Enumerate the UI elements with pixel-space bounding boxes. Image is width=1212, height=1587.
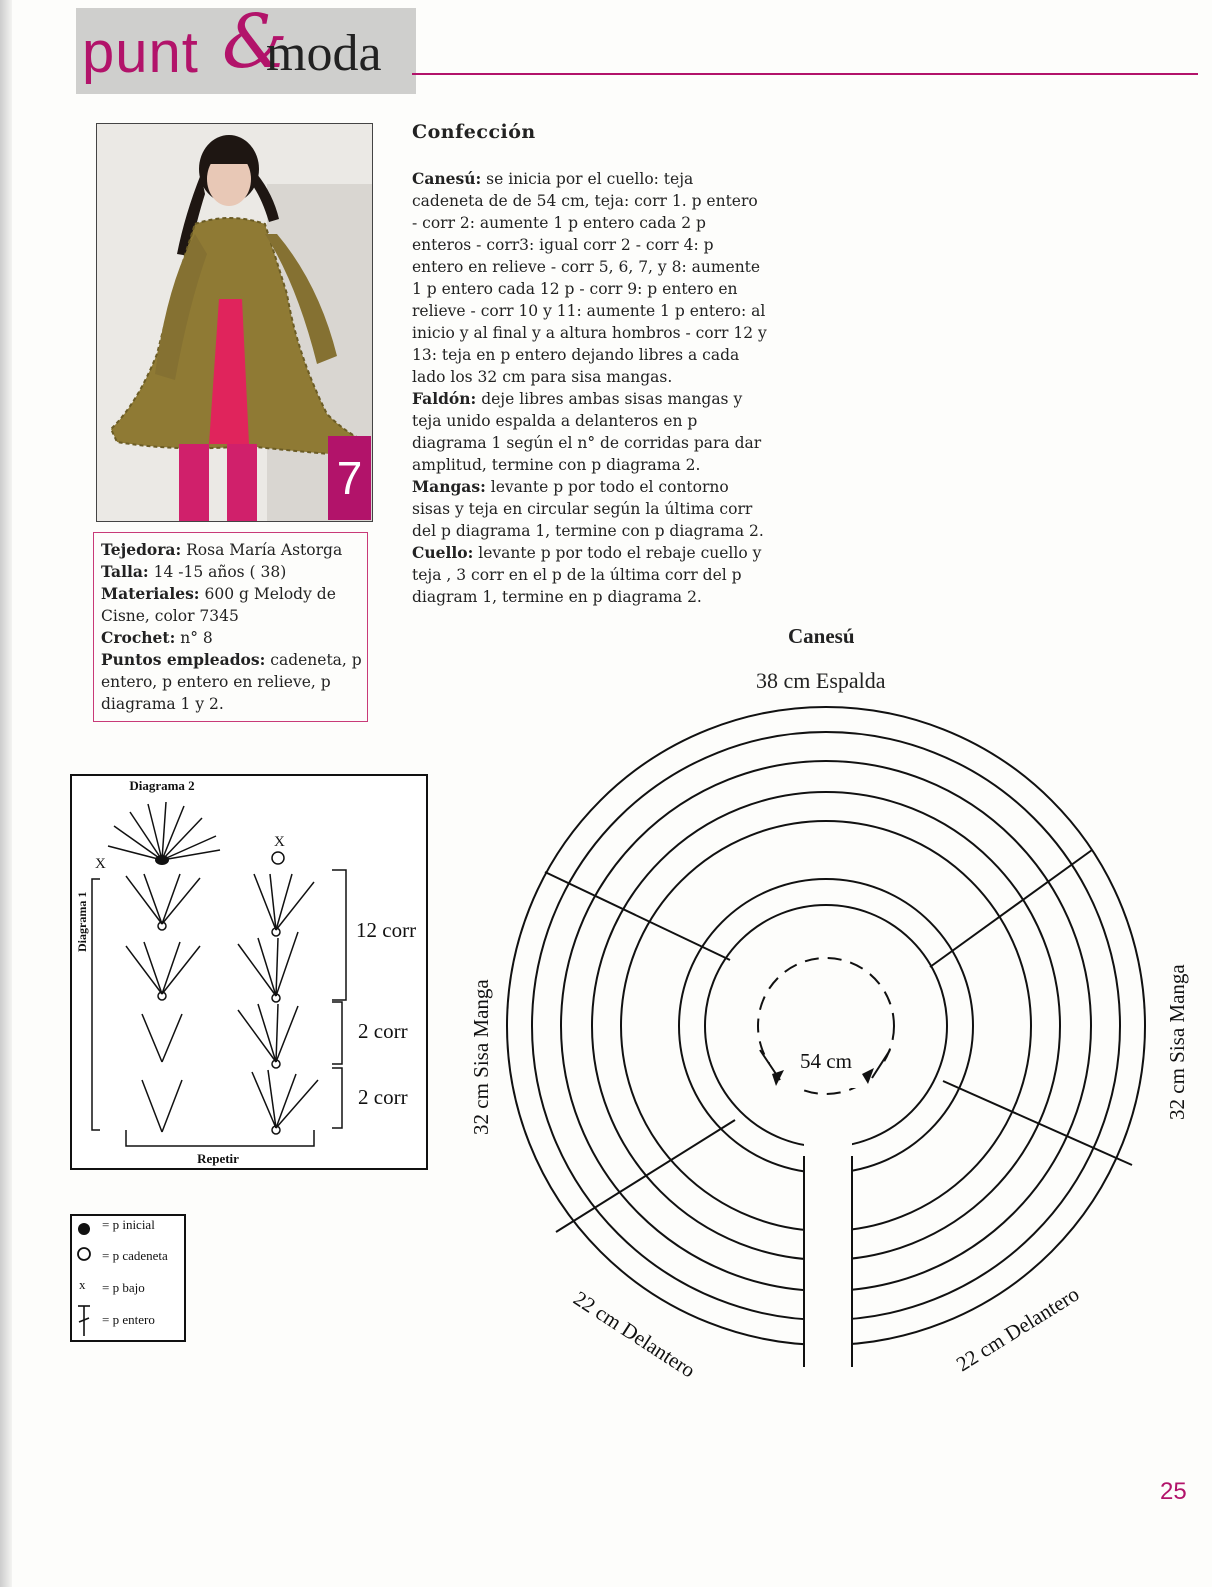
diagram2-title: Diagrama 2: [129, 778, 195, 793]
espalda-label: 38 cm Espalda: [756, 668, 886, 693]
canesu-diagram: [440, 690, 1212, 1410]
x-mark-icon: x: [79, 1277, 86, 1292]
cuello-text: levante p por todo el rebaje cuello y teja , 3 corr en el p de la última corr del p diagram 1, termine en p diagrama 2.: [412, 544, 762, 606]
logo-text-punt: punt: [82, 20, 199, 85]
puntos-label: Puntos empleados:: [101, 650, 266, 669]
x-right-label: X: [274, 834, 285, 850]
left-sleeve-label: 32 cm Sisa Manga: [469, 979, 493, 1135]
canesu-title: Canesú: [788, 624, 855, 648]
legend-p-entero: = p entero: [102, 1312, 155, 1327]
yoke-ring-6: [679, 879, 973, 1173]
canesu-label: Canesú:: [412, 169, 482, 188]
faldon-text: deje libres ambas sisas mangas y teja unido espalda a delanteros en p diagrama 1 según el n° de corridas para dar amplitud, termine con p diagrama 2.: [412, 390, 762, 474]
cuello-label: Cuello:: [412, 543, 474, 562]
repeat-label: Repetir: [197, 1151, 239, 1166]
stitch-legend: [70, 1214, 188, 1344]
page-number: 25: [1160, 1478, 1187, 1505]
materials-box: [93, 532, 368, 722]
materiales-value: 600 g Melody de Cisne, color 7345: [101, 585, 336, 625]
initial-stitch-dot: [155, 855, 169, 865]
logo-text-moda: moda: [266, 25, 382, 82]
tejedora-label: Tejedora:: [101, 540, 182, 559]
confeccion-title: Confección: [412, 121, 536, 143]
divider-lower-left: [556, 1120, 735, 1232]
brace-12-corr: 12 corr: [356, 918, 417, 942]
crochet-value: n° 8: [180, 629, 213, 647]
logo-ampersand: &: [222, 0, 288, 85]
x-left-label: X: [95, 856, 106, 872]
legend-p-cadeneta: = p cadeneta: [102, 1248, 168, 1263]
filled-dot-icon: [78, 1223, 90, 1235]
header-rule: [412, 73, 1198, 75]
front-right-label: 22 cm Delantero: [951, 1281, 1084, 1377]
talla-label: Talla:: [101, 562, 149, 581]
mangas-label: Mangas:: [412, 477, 486, 496]
front-left-label: 22 cm Delantero: [569, 1286, 700, 1383]
tejedora-value: Rosa María Astorga: [186, 541, 343, 559]
pattern-number-badge: 7: [328, 436, 371, 520]
crochet-label: Crochet:: [101, 628, 176, 647]
talla-value: 14 -15 años ( 38): [153, 563, 287, 581]
mangas-text: levante p por todo el contorno sisas y teja en circular según la última corr del p diagrama 1, termine con p diagrama 2.: [412, 478, 764, 540]
brace-2-corr-b: 2 corr: [358, 1085, 408, 1109]
faldon-label: Faldón:: [412, 389, 477, 408]
puntos-value: cadeneta, p entero, p entero en relieve, p diagrama 1 y 2.: [101, 651, 362, 713]
legend-p-inicial: = p inicial: [102, 1217, 155, 1232]
page-gutter-shadow: [0, 0, 12, 1587]
neck-ring: [705, 905, 947, 1147]
right-sleeve-label: 32 cm Sisa Manga: [1165, 964, 1189, 1120]
canesu-text: se inicia por el cuello: teja cadeneta de de 54 cm, teja: corr 1. p entero - corr 2: aumente 1 p entero cada 2 p enteros - corr3: igual corr 2 - corr 4: p entero en relieve - corr 5, 6, 7, y 8: aumente 1 p entero cada 12 p - corr 9: p entero en relieve - corr 10 y 11: aumente 1 p entero: al inicio y al final y a altura hombros - corr 12 y 13: teja en p entero dejando libres a cada lado los 32 cm para sisa mangas.: [412, 170, 767, 386]
neck-measure-label: 54 cm: [800, 1049, 852, 1073]
divider-upper-right: [930, 850, 1092, 967]
stitch-diagram: [70, 774, 430, 1172]
materiales-label: Materiales:: [101, 584, 200, 603]
diagram1-side-label: Diagrama 1: [75, 891, 89, 952]
confeccion-instructions: [412, 168, 767, 608]
brace-2-corr-a: 2 corr: [358, 1019, 408, 1043]
legend-p-bajo: = p bajo: [102, 1280, 145, 1295]
